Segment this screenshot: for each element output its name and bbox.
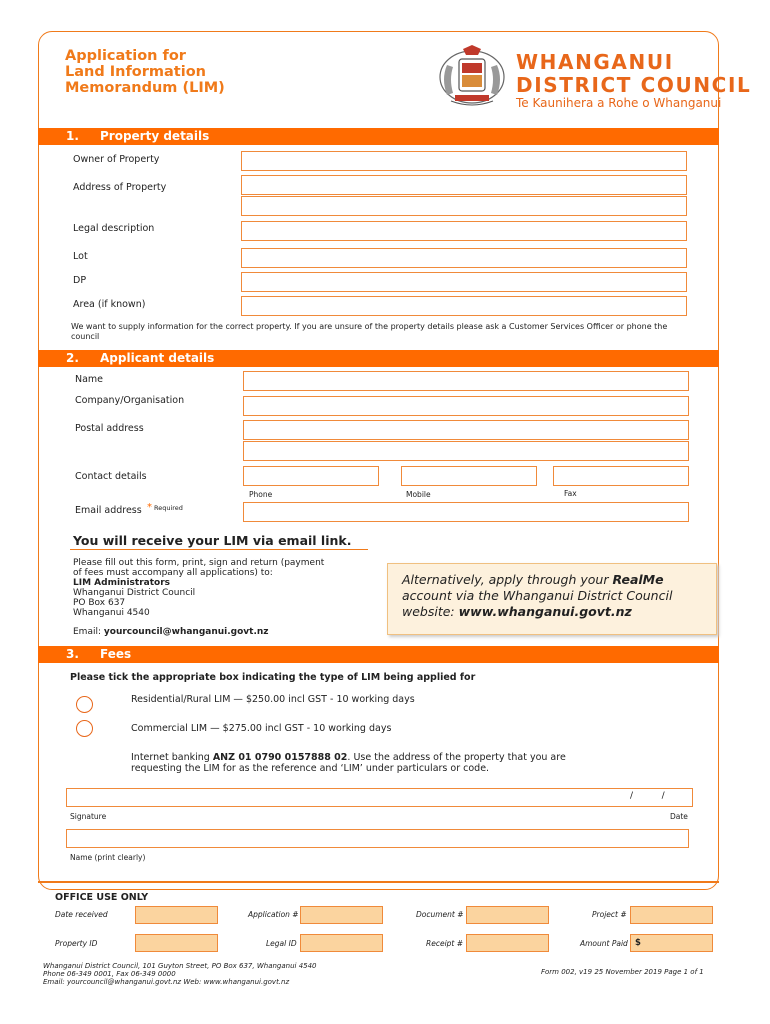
area-label: Area (if known) [73,299,146,310]
owner-input[interactable] [241,151,687,171]
application-input[interactable] [300,906,383,924]
property-note: We want to supply information for the correct property. If you are unsure of the property details please ask a Customer Services Officer or phone the council [71,322,668,341]
required-label: Required [154,504,183,512]
council-name-line1: WHANGANUI [516,50,674,74]
title-line-1: Application for [65,48,186,64]
residential-lim-label: Residential/Rural LIM — $250.00 incl GST - 10 working days [131,694,415,705]
date-label: Date [670,812,688,821]
receipt-input[interactable] [466,934,549,952]
realme-callout: Alternatively, apply through your RealMe account via the Whanganui District Council website: www.whanganui.govt.nz [387,563,717,635]
email-input[interactable] [243,502,689,522]
area-input[interactable] [241,296,687,316]
contact-details-label: Contact details [75,471,147,482]
address-input-2[interactable] [241,196,687,216]
footer-contact: Whanganui District Council, 101 Guyton Street, PO Box 637, Whanganui 4540 Phone 06-349 0001, Fax 06-349 0000 Email: yourcouncil@whanganui.govt.nz Web: www.whanganui.govt.nz [43,962,317,986]
postal-address-label: Postal address [75,423,144,434]
phone-input[interactable] [243,466,379,486]
form-version: Form 002, v19 25 November 2019 Page 1 of 1 [541,968,704,976]
form-title [65,48,225,96]
office-use-heading: OFFICE USE ONLY [55,892,149,903]
lot-label: Lot [73,251,88,262]
council-name-line2: DISTRICT COUNCIL [516,73,752,97]
postal-address-input-1[interactable] [243,420,689,440]
coat-of-arms-icon [433,43,511,111]
name-input[interactable] [243,371,689,391]
document-input[interactable] [466,906,549,924]
dp-input[interactable] [241,272,687,292]
document-label: Document # [416,910,464,919]
date-separators: / / [630,791,665,801]
legal-id-input[interactable] [300,934,383,952]
mobile-label: Mobile [406,490,431,499]
property-id-input[interactable] [135,934,218,952]
required-star: * [147,502,152,513]
fax-label: Fax [564,489,577,498]
date-received-input[interactable] [135,906,218,924]
dollar-sign: $ [635,938,641,948]
amount-paid-input[interactable] [630,934,713,952]
lim-administrators: LIM Administrators [73,578,170,588]
legal-description-input[interactable] [241,221,687,241]
owner-label: Owner of Property [73,154,160,165]
council-maori-name: Te Kaunihera a Rohe o Whanganui [516,96,722,110]
property-id-label: Property ID [55,939,98,948]
title-line-3: Memorandum (LIM) [65,80,225,96]
phone-label: Phone [249,490,273,499]
return-instructions: Please fill out this form, print, sign and return (payment of fees must accompany all applications) to: LIM Administrators Whanganui District Council PO Box 637 Whanganui 4540 [73,558,325,618]
signature-input[interactable] [66,788,693,807]
print-name-input[interactable] [66,829,689,848]
amount-paid-label: Amount Paid [580,939,628,948]
fax-input[interactable] [553,466,689,486]
address-input-1[interactable] [241,175,687,195]
project-input[interactable] [630,906,713,924]
residential-lim-radio[interactable] [76,696,93,713]
title-line-2: Land Information [65,64,206,80]
date-received-label: Date received [55,910,108,919]
legal-description-label: Legal description [73,223,155,234]
section-3-header: 3. Fees [38,646,719,663]
name-label: Name [75,374,104,385]
project-label: Project # [592,910,627,919]
bank-account-number: ANZ 01 0790 0157888 02 [212,752,348,763]
lot-input[interactable] [241,248,687,268]
postal-address-input-2[interactable] [243,441,689,461]
section-2-header: 2. Applicant details [38,350,719,367]
commercial-lim-label: Commercial LIM — $275.00 incl GST - 10 working days [131,723,392,734]
website-link[interactable]: www.whanganui.govt.nz [458,604,632,619]
signature-label: Signature [70,812,107,821]
mobile-input[interactable] [401,466,537,486]
email-label: Email address [75,505,142,516]
commercial-lim-radio[interactable] [76,720,93,737]
email-delivery-heading: You will receive your LIM via email link. [73,533,352,548]
council-email: Email: yourcouncil@whanganui.govt.nz [73,627,269,637]
receipt-label: Receipt # [426,939,464,948]
address-label: Address of Property [73,182,167,193]
fees-instruction: Please tick the appropriate box indicating the type of LIM being applied for [70,672,476,683]
dp-label: DP [73,275,87,286]
heading-underline [70,549,368,550]
company-input[interactable] [243,396,689,416]
application-label: Application # [248,910,299,919]
company-label: Company/Organisation [75,395,185,406]
section-1-header: 1. Property details [38,128,719,145]
banking-info: Internet banking ANZ 01 0790 0157888 02. Use the address of the property that you are requesting the LIM for as the reference and ‘LIM’ under particulars or code. [131,752,566,774]
legal-id-label: Legal ID [266,939,297,948]
council-email-link[interactable]: yourcouncil@whanganui.govt.nz [103,627,269,637]
print-name-label: Name (print clearly) [70,853,146,862]
